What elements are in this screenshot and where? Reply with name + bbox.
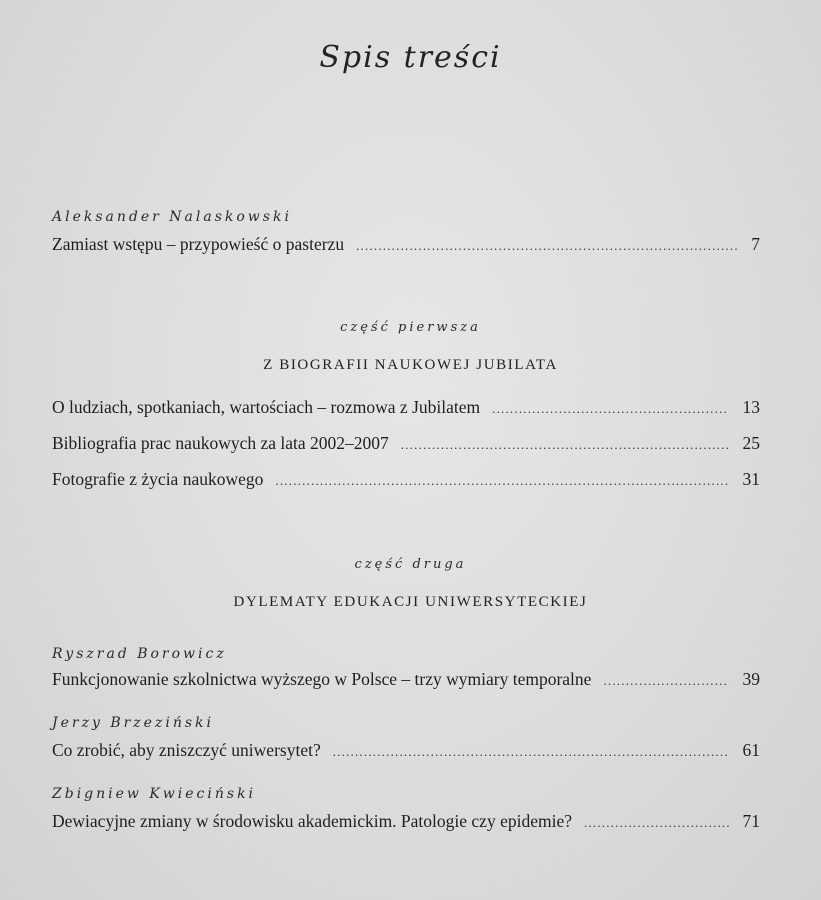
entry-title: Zamiast wstępu – przypowieść o pasterzu <box>52 234 345 254</box>
entry-title: Dewiacyjne zmiany w środowisku akademickim. Patologie czy epidemie? <box>52 811 572 831</box>
entry-title: Bibliografia prac naukowych za lata 2002–2007 <box>52 433 389 453</box>
entry-title: Fotografie z życia naukowego <box>52 469 264 489</box>
author-name: Zbigniew Kwieciński <box>52 786 257 802</box>
part-label: część pierwsza <box>340 320 481 335</box>
entry-page-number: 25 <box>742 433 760 453</box>
toc-entry[interactable] <box>52 396 760 420</box>
dot-leader <box>356 235 737 257</box>
entry-title: O ludziach, spotkaniach, wartościach – rozmowa z Jubilatem <box>52 397 481 417</box>
entry-page-number: 61 <box>742 740 760 760</box>
entry-title: Co zrobić, aby zniszczyć uniwersytet? <box>52 740 321 760</box>
entry-title: Funkcjonowanie szkolnictwa wyższego w Polsce – trzy wymiary temporalne <box>52 669 592 689</box>
toc-entry[interactable] <box>52 468 760 492</box>
part-label: część druga <box>354 557 467 572</box>
dot-leader <box>584 812 729 834</box>
author-name: Jerzy Brzeziński <box>52 715 214 731</box>
author-name: Ryszrad Borowicz <box>52 646 227 662</box>
entry-page-number: 39 <box>742 669 760 689</box>
toc-entry[interactable] <box>52 432 760 456</box>
dot-leader <box>603 670 728 692</box>
author-name: Aleksander Nalaskowski <box>52 209 292 225</box>
toc-entry[interactable] <box>52 739 760 763</box>
part-heading: Z BIOGRAFII NAUKOWEJ JUBILATA <box>263 357 558 373</box>
page-title: Spis treści <box>319 40 502 75</box>
dot-leader <box>401 434 729 456</box>
dot-leader <box>275 470 728 492</box>
entry-page-number: 7 <box>751 234 760 254</box>
toc-entry[interactable] <box>52 233 760 257</box>
entry-page-number: 71 <box>742 811 760 831</box>
toc-entry[interactable] <box>52 810 760 834</box>
entry-page-number: 31 <box>742 469 760 489</box>
dot-leader <box>333 741 729 763</box>
toc-entry[interactable] <box>52 668 760 692</box>
entry-page-number: 13 <box>742 397 760 417</box>
dot-leader <box>492 398 728 420</box>
part-heading: DYLEMATY EDUKACJI UNIWERSYTECKIEJ <box>233 594 588 610</box>
